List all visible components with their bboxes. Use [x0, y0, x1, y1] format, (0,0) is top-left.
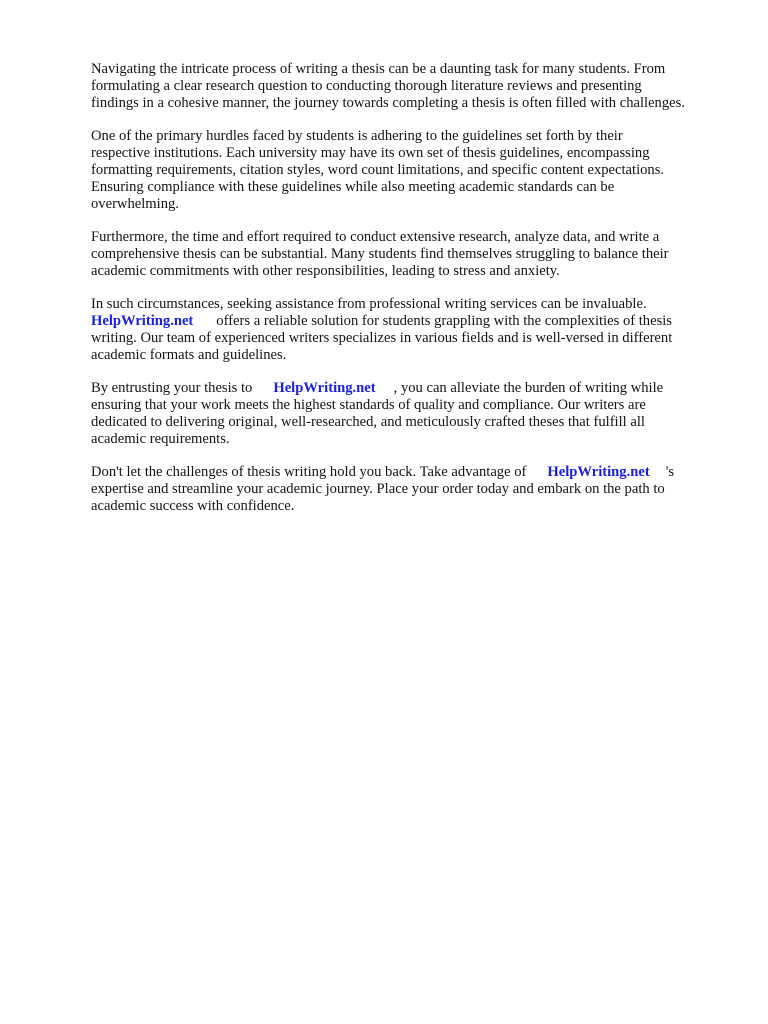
text-line: writing. Our team of experienced writers specializes in various fields and is well-versed in different — [91, 330, 673, 346]
text-fragment: 's — [665, 464, 674, 480]
text-fragment: , you can alleviate the burden of writing while — [393, 380, 664, 396]
text-line: comprehensive thesis can be substantial. Many students find themselves struggling to balance their — [91, 246, 669, 262]
text-line: dedicated to delivering original, well-researched, and meticulously crafted theses that fulfill all — [91, 414, 645, 430]
text-line: Navigating the intricate process of writing a thesis can be a daunting task for many students. From — [91, 61, 666, 77]
document-body — [91, 61, 731, 531]
text-line: Ensuring compliance with these guidelines while also meeting academic standards can be — [91, 179, 615, 195]
helpwriting-link[interactable]: HelpWriting.net — [91, 313, 194, 329]
text-line: One of the primary hurdles faced by students is adhering to the guidelines set forth by their — [91, 128, 623, 144]
text-line: academic commitments with other responsibilities, leading to stress and anxiety. — [91, 263, 560, 279]
text-fragment: Don't let the challenges of thesis writing hold you back. Take advantage of — [91, 464, 527, 480]
text-line: ensuring that your work meets the highest standards of quality and compliance. Our writers are — [91, 397, 646, 413]
paragraph-time-effort — [91, 229, 731, 280]
paragraph-call-to-action — [91, 464, 731, 515]
text-line: academic requirements. — [91, 431, 230, 447]
paragraph-entrusting — [91, 380, 731, 448]
text-line: academic formats and guidelines. — [91, 347, 287, 363]
text-line: In such circumstances, seeking assistance from professional writing services can be invaluable. — [91, 296, 647, 312]
paragraph-guidelines — [91, 128, 731, 213]
paragraph-assistance — [91, 296, 731, 364]
text-line — [91, 464, 731, 481]
text-line: expertise and streamline your academic journey. Place your order today and embark on the path to — [91, 481, 665, 497]
helpwriting-link[interactable]: HelpWriting.net — [547, 464, 650, 480]
text-fragment: By entrusting your thesis to — [91, 380, 253, 396]
text-line: respective institutions. Each university may have its own set of thesis guidelines, encompassing — [91, 145, 650, 161]
paragraph-intro — [91, 61, 731, 112]
text-fragment: offers a reliable solution for students grappling with the complexities of thesis — [216, 313, 672, 329]
text-line: formatting requirements, citation styles, word count limitations, and specific content expectations. — [91, 162, 665, 178]
text-line: overwhelming. — [91, 196, 179, 212]
text-line: findings in a cohesive manner, the journey towards completing a thesis is often filled with challenges. — [91, 95, 685, 111]
text-line: Furthermore, the time and effort required to conduct extensive research, analyze data, and write a — [91, 229, 660, 245]
helpwriting-link[interactable]: HelpWriting.net — [273, 380, 376, 396]
text-line — [91, 380, 731, 397]
text-line — [91, 313, 731, 330]
text-line: academic success with confidence. — [91, 498, 295, 514]
text-line: formulating a clear research question to conducting thorough literature reviews and presenting — [91, 78, 642, 94]
